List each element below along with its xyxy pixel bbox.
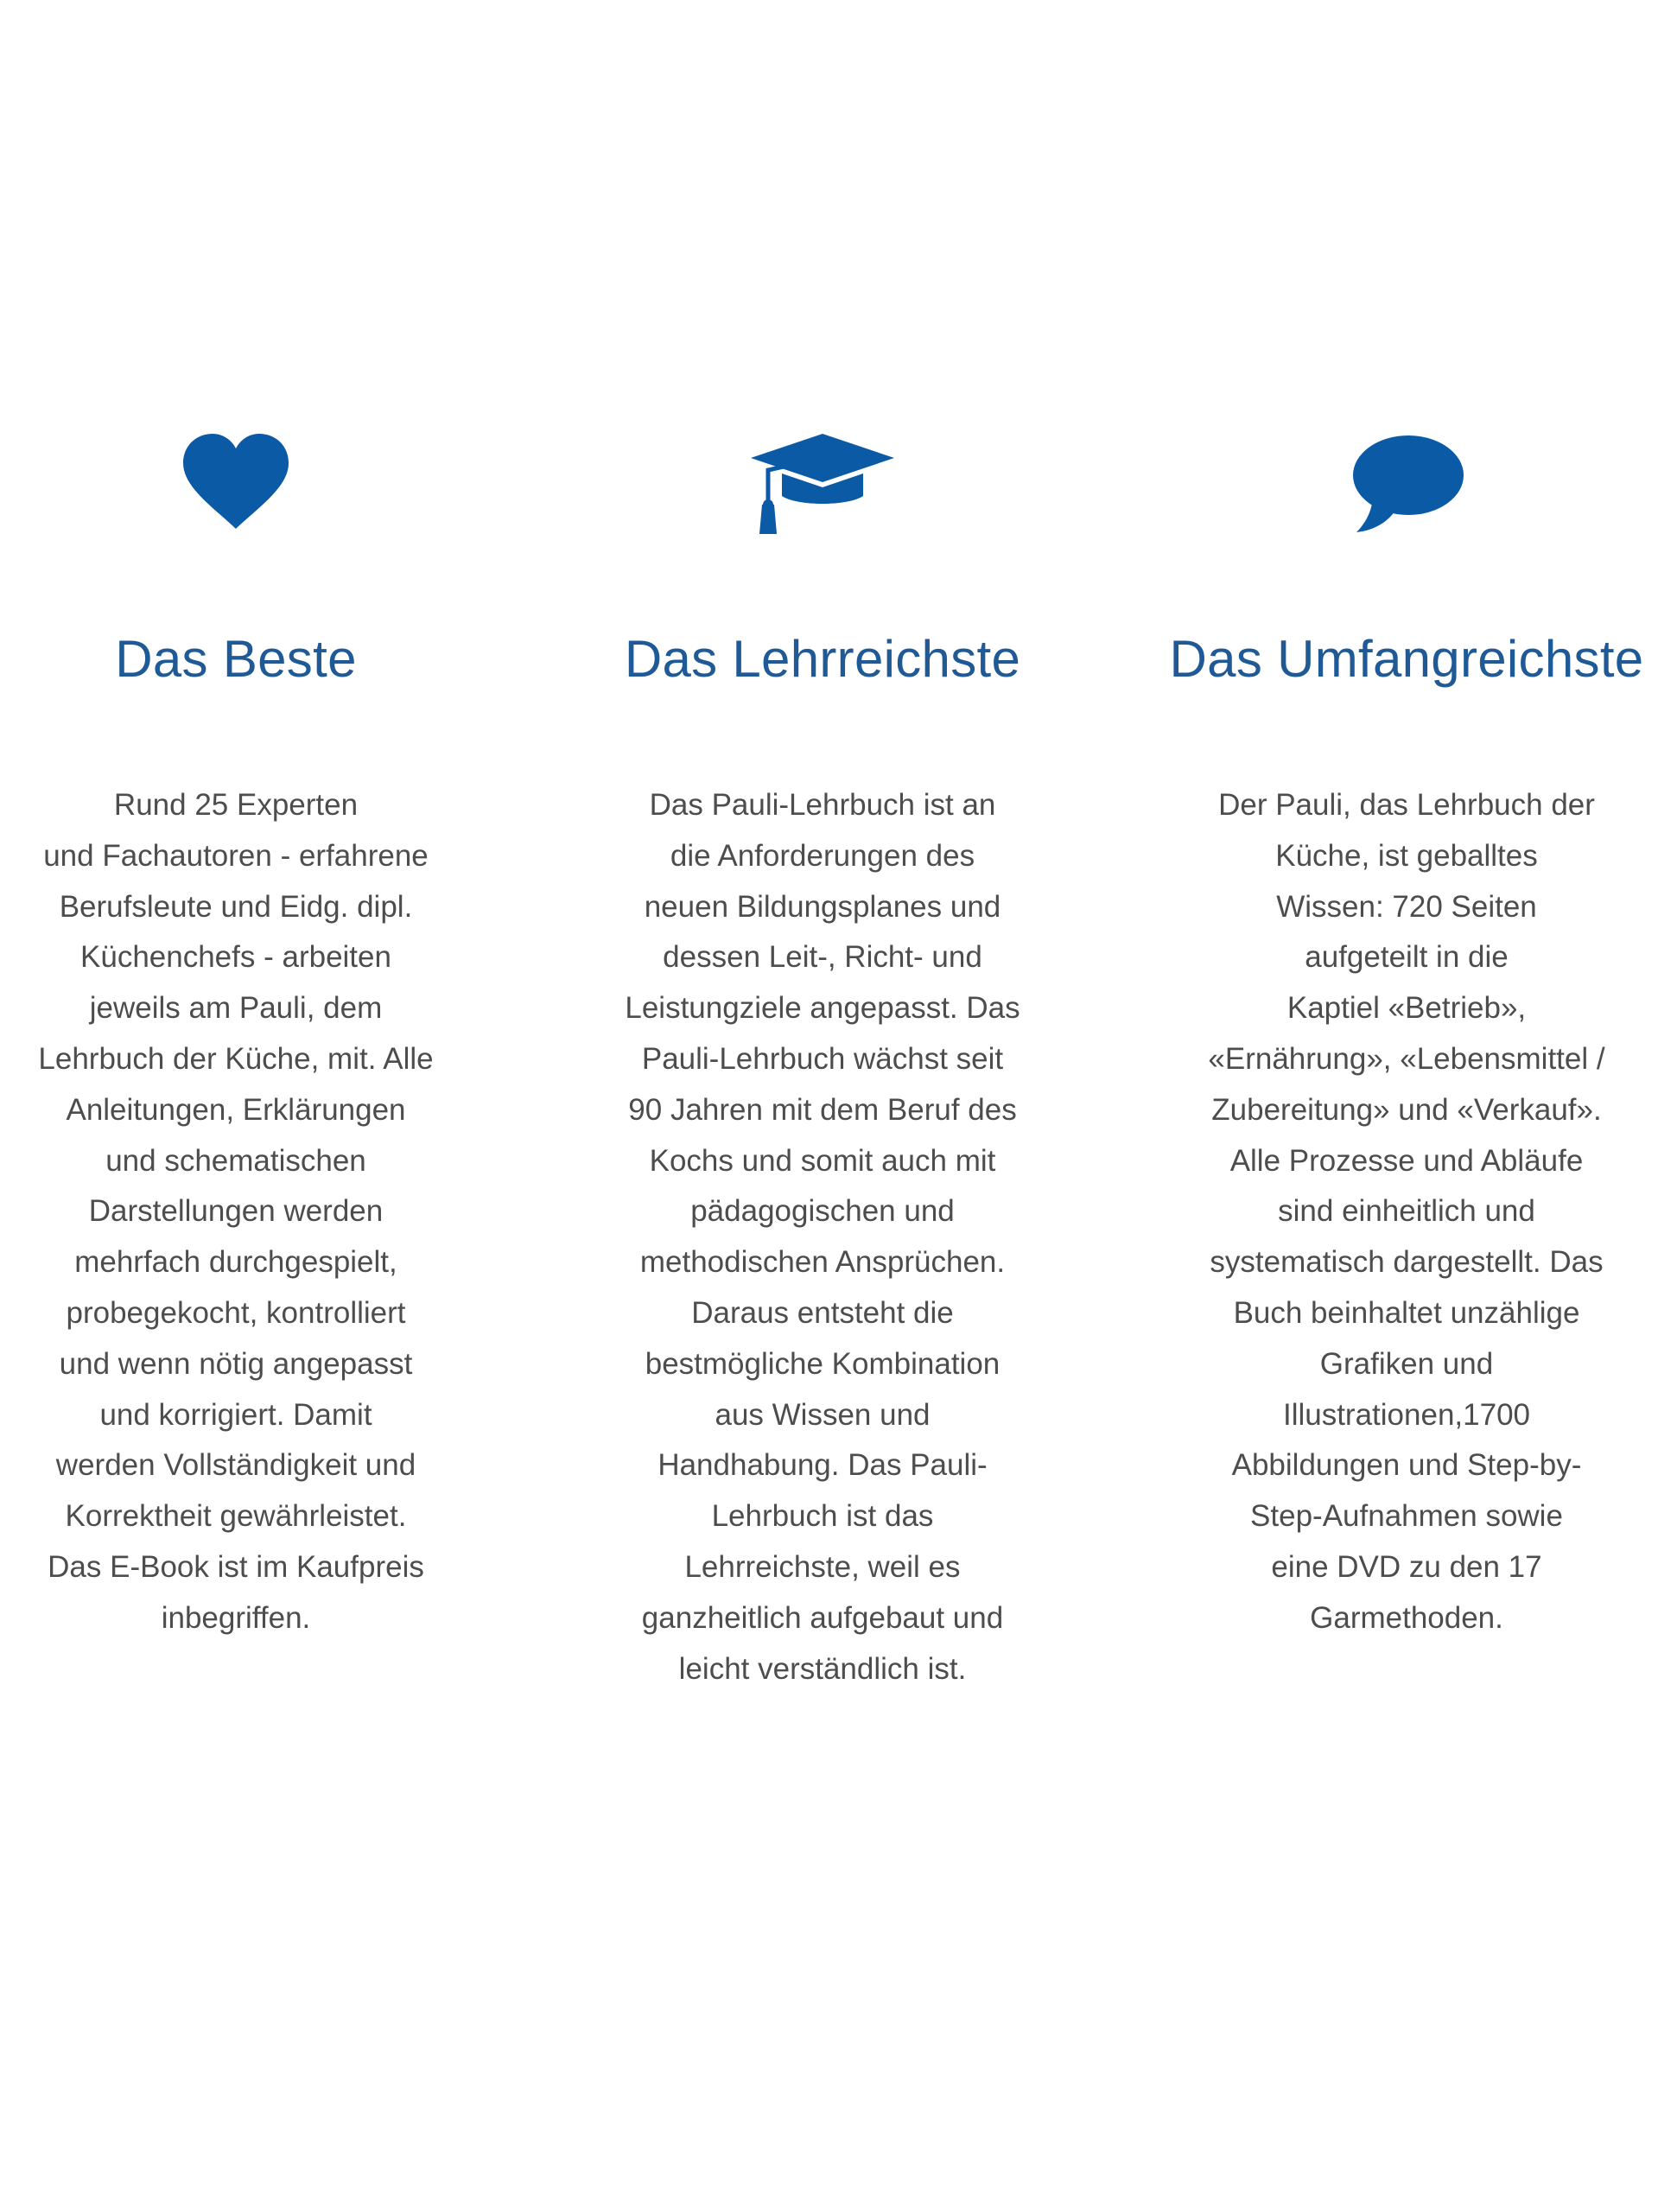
description-line: inbegriffen. [161, 1600, 311, 1635]
description-line: Wissen: 720 Seiten [1276, 889, 1537, 924]
speech-bubble-icon [1182, 432, 1631, 536]
description-line: und Fachautoren - erfahrene [43, 838, 429, 873]
description-line: Kaptiel «Betrieb», [1286, 991, 1527, 1026]
description-line: Abbildungen und Step-by- [1231, 1448, 1582, 1483]
description-line: 90 Jahren mit dem Beruf des [628, 1092, 1017, 1127]
feature-description [1182, 780, 1631, 1644]
description-line: Rund 25 Experten [113, 788, 359, 822]
feature-title: Das Beste [115, 630, 357, 688]
description-line: Lehrreichste, weil es [684, 1549, 961, 1584]
description-line: Buch beinhaltet unzählige [1233, 1295, 1580, 1330]
description-line: systematisch dargestellt. Das [1210, 1245, 1604, 1280]
description-line: mehrfach durchgespielt, [74, 1245, 397, 1280]
description-line: Küchenchefs - arbeiten [80, 940, 391, 975]
description-line: aufgeteilt in die [1305, 940, 1509, 975]
description-line: die Anforderungen des [670, 838, 975, 873]
description-line: Darstellungen werden [88, 1194, 384, 1229]
description-line: ganzheitlich aufgebaut und [641, 1600, 1004, 1635]
description-line: Garmethoden. [1310, 1600, 1503, 1635]
feature-most-instructive [598, 432, 1047, 1686]
description-line: Pauli-Lehrbuch wächst seit [641, 1041, 1004, 1076]
description-line: Korrektheit gewährleistet. [65, 1499, 407, 1534]
description-line: Das Pauli-Lehrbuch ist an [649, 788, 996, 822]
description-line: Lehrbuch der Küche, mit. Alle [38, 1041, 434, 1076]
description-line: bestmögliche Kombination [645, 1346, 1001, 1381]
description-line: probegekocht, kontrolliert [66, 1295, 406, 1330]
description-line: Grafiken und [1319, 1346, 1494, 1381]
description-line: eine DVD zu den 17 [1271, 1549, 1542, 1584]
features-section [0, 432, 1658, 1728]
description-line: neuen Bildungsplanes und [644, 889, 1001, 924]
description-line: pädagogischen und [690, 1194, 955, 1229]
description-line: Das E-Book ist im Kaufpreis [48, 1549, 424, 1584]
description-line: «Ernährung», «Lebensmittel / [1208, 1041, 1605, 1076]
description-line: und korrigiert. Damit [99, 1397, 372, 1432]
feature-title: Das Lehrreichste [624, 630, 1021, 688]
description-line: Küche, ist geballtes [1275, 838, 1538, 873]
description-line: Kochs und somit auch mit [649, 1143, 996, 1178]
graduation-cap-icon [598, 432, 1047, 536]
feature-title: Das Umfangreichste [1169, 630, 1644, 688]
description-line: jeweils am Pauli, dem [89, 991, 383, 1026]
description-line: sind einheitlich und [1278, 1194, 1535, 1229]
description-line: Der Pauli, das Lehrbuch der [1218, 788, 1595, 822]
description-line: Anleitungen, Erklärungen [66, 1092, 406, 1127]
feature-description [11, 780, 461, 1644]
feature-most-comprehensive [1169, 432, 1644, 1635]
description-line: Illustrationen,1700 [1282, 1397, 1531, 1432]
description-line: werden Vollständigkeit und [55, 1448, 416, 1483]
description-line: leicht verständlich ist. [678, 1651, 967, 1686]
description-line: und wenn nötig angepasst [59, 1346, 413, 1381]
description-line: Zubereitung» und «Verkauf». [1211, 1092, 1602, 1127]
description-line: und schematischen [105, 1143, 366, 1178]
description-line: dessen Leit-, Richt- und [663, 940, 982, 975]
feature-description [598, 780, 1047, 1694]
description-line: Step-Aufnahmen sowie [1250, 1499, 1563, 1534]
heart-icon [11, 432, 461, 536]
description-line: Alle Prozesse und Abläufe [1229, 1143, 1584, 1178]
description-line: methodischen Ansprüchen. [639, 1245, 1006, 1280]
description-line: Lehrbuch ist das [711, 1499, 934, 1534]
description-line: Leistungziele angepasst. Das [625, 991, 1020, 1026]
description-line: Handhabung. Das Pauli- [657, 1448, 988, 1483]
description-line: Berufsleute und Eidg. dipl. [59, 889, 413, 924]
description-line: aus Wissen und [715, 1397, 931, 1432]
feature-best [11, 432, 461, 1635]
description-line: Daraus entsteht die [691, 1295, 954, 1330]
